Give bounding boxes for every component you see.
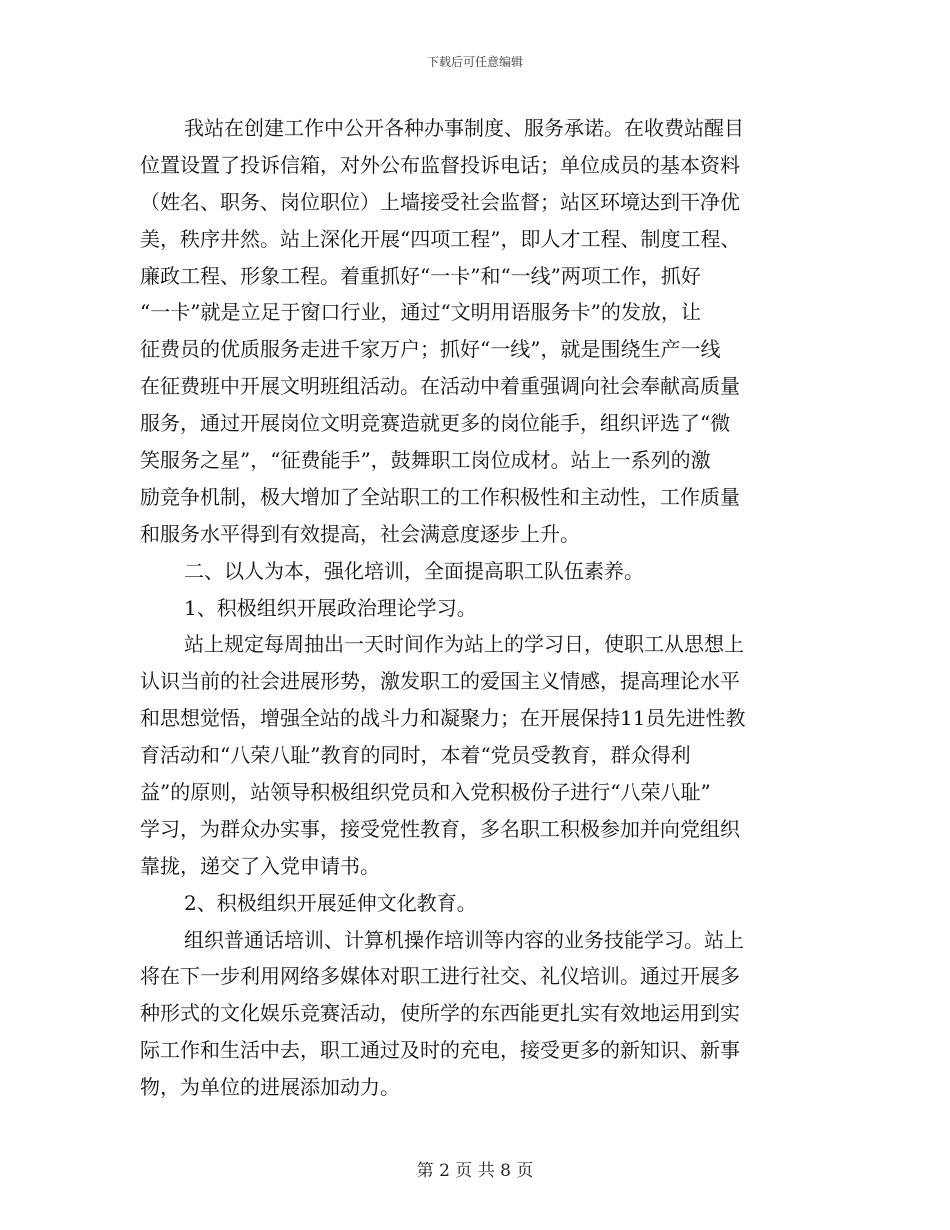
paragraph-line: 育活动和“八荣八耻”教育的同时，本着“党员受教育，群众得利 [140, 743, 691, 768]
page-header: 下载后可任意编辑 [426, 55, 523, 69]
paragraph-line: 美，秩序井然。站上深化开展“四项工程”，即人才工程、制度工程、 [140, 226, 741, 251]
paragraph-line: 学习，为群众办实事，接受党性教育，多名职工积极参加并向党组织 [140, 816, 740, 841]
paragraph-line: 益”的原则，站领导积极组织党员和入党积极份子进行“八荣八耻” [140, 780, 711, 805]
section-heading: 二、以人为本，强化培训，全面提高职工队伍素养。 [184, 558, 644, 583]
paragraph-line: 廉政工程、形象工程。着重抓好“一卡”和“一线”两项工作，抓好 [140, 263, 701, 288]
paragraph-line: 将在下一步利用网络多媒体对职工进行社交、礼仪培训。通过开展多 [140, 964, 740, 989]
paragraph-line: 服务，通过开展岗位文明竞赛造就更多的岗位能手，组织评选了“微 [140, 411, 731, 436]
paragraph-line: 物，为单位的进展添加动力。 [140, 1075, 400, 1100]
paragraph-line: 笑服务之星”，“征费能手”，鼓舞职工岗位成材。站上一系列的激 [140, 448, 711, 473]
paragraph-line: 站上规定每周抽出一天时间作为站上的学习日，使职工从思想上 [184, 632, 744, 657]
subsection-heading: 2、积极组织开展延伸文化教育。 [184, 890, 477, 915]
paragraph-line: 际工作和生活中去，职工通过及时的充电，接受更多的新知识、新事 [140, 1038, 740, 1063]
paragraph-line: 种形式的文化娱乐竞赛活动，使所学的东西能更扎实有效地运用到实 [140, 1001, 740, 1026]
paragraph-line: 组织普通话培训、计算机操作培训等内容的业务技能学习。站上 [184, 927, 744, 952]
paragraph-line: “一卡”就是立足于窗口行业，通过“文明用语服务卡”的发放，让 [140, 300, 701, 325]
paragraph-line: 我站在创建工作中公开各种办事制度、服务承诺。在收费站醒目 [184, 116, 744, 140]
paragraph-line: 靠拢，递交了入党申请书。 [140, 853, 380, 878]
paragraph-line: 征费员的优质服务走进千家万户；抓好“一线”，就是围绕生产一线 [140, 337, 721, 362]
paragraph-line: 励竞争机制，极大增加了全站职工的工作积极性和主动性，工作质量 [140, 484, 740, 509]
paragraph-line: 位置设置了投诉信箱，对外公布监督投诉电话；单位成员的基本资料 [140, 152, 740, 177]
paragraph-line: 认识当前的社会进展形势，激发职工的爱国主义情感，提高理论水平 [140, 669, 740, 694]
paragraph-line: 和服务水平得到有效提高，社会满意度逐步上升。 [140, 521, 580, 546]
paragraph-line: （姓名、职务、岗位职位）上墙接受社会监督；站区环境达到干净优 [140, 189, 740, 214]
paragraph-line: 在征费班中开展文明班组活动。在活动中着重强调向社会奉献高质量 [140, 374, 740, 399]
paragraph-line: 和思想觉悟，增强全站的战斗力和凝聚力；在开展保持11员先进性教 [140, 706, 746, 731]
page-number-footer: 第 2 页 共 8 页 [416, 1161, 534, 1181]
subsection-heading: 1、积极组织开展政治理论学习。 [184, 595, 477, 620]
document-body [140, 110, 830, 1106]
